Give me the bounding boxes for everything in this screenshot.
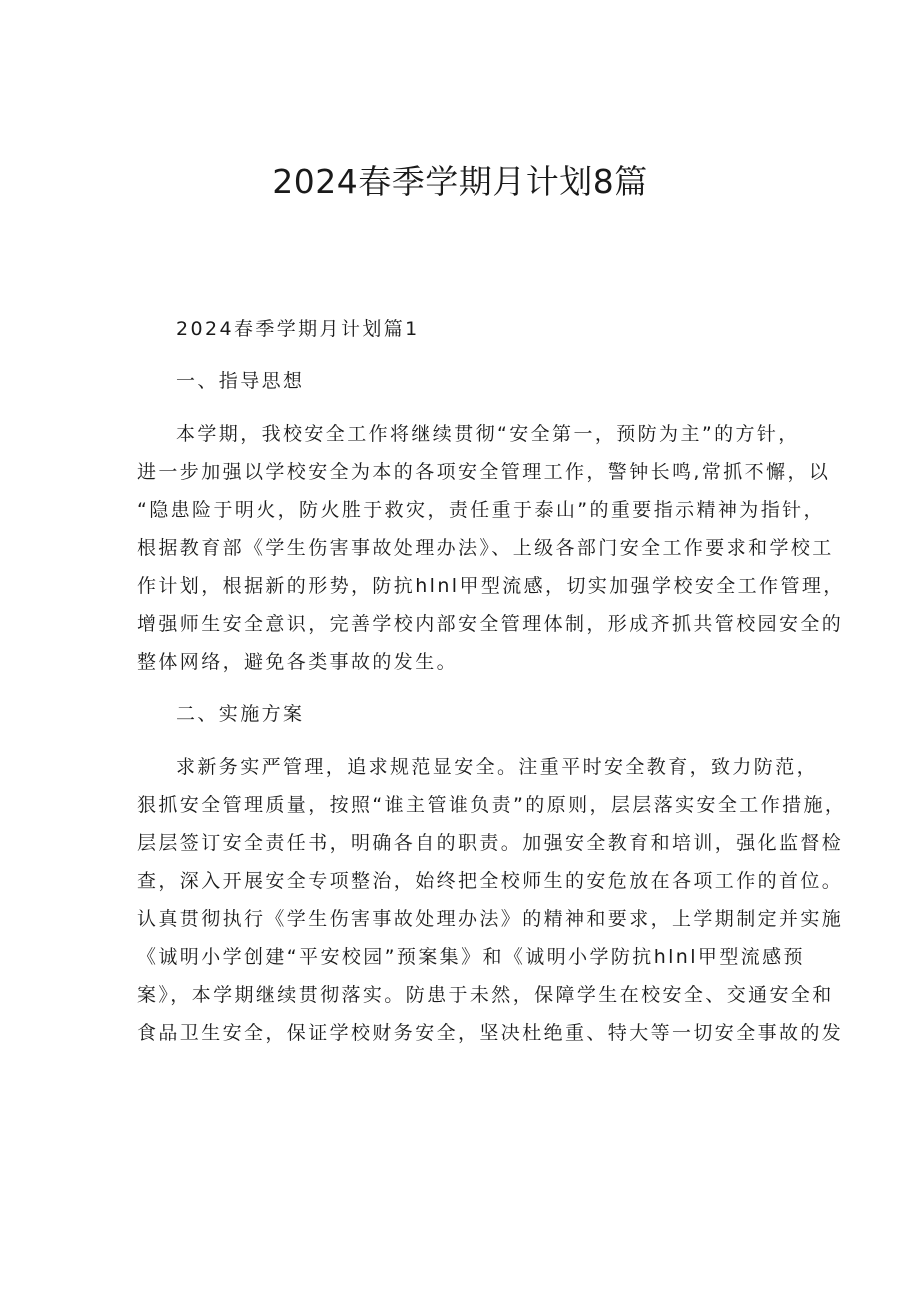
subtitle: 2024春季学期月计划篇1 xyxy=(176,318,420,340)
paragraph-line: 本学期，我校安全工作将继续贯彻“安全第一，预防为主”的方针， xyxy=(176,423,800,445)
paragraph-line: 狠抓安全管理质量，按照“谁主管谁负责”的原则，层层落实安全工作措施， xyxy=(137,794,847,816)
paragraph-line: 进一步加强以学校安全为本的各项安全管理工作，警钟长鸣,常抓不懈，以 xyxy=(137,461,831,483)
paragraph-line: 食品卫生安全，保证学校财务安全，坚决杜绝重、特大等一切安全事故的发 xyxy=(137,1022,844,1044)
paragraph-line: 根据教育部《学生伤害事故处理办法》、上级各部门安全工作要求和学校工 xyxy=(137,537,834,559)
section-heading-2: 二、实施方案 xyxy=(176,703,305,725)
paragraph-line: 案》，本学期继续贯彻落实。防患于未然，保障学生在校安全、交通安全和 xyxy=(137,984,834,1006)
paragraph-line: 增强师生安全意识，完善学校内部安全管理体制，形成齐抓共管校园安全的 xyxy=(137,613,844,635)
paragraph-line: 查，深入开展安全专项整治，始终把全校师生的安危放在各项工作的首位。 xyxy=(137,870,844,892)
section-2-paragraph xyxy=(137,748,847,1052)
paragraph-line: 求新务实严管理，追求规范显安全。注重平时安全教育，致力防范， xyxy=(176,756,819,778)
paragraph-line: 认真贯彻执行《学生伤害事故处理办法》的精神和要求，上学期制定并实施 xyxy=(137,908,844,930)
document-title: 2024春季学期月计划8篇 xyxy=(272,162,648,201)
paragraph-line: 层层签订安全责任书，明确各自的职责。加强安全教育和培训，强化监督检 xyxy=(137,832,844,854)
section-heading-1: 一、指导思想 xyxy=(176,370,305,392)
document-body xyxy=(137,310,847,1052)
paragraph-line: 作计划，根据新的形势，防抗hlnl甲型流感，切实加强学校安全工作管理， xyxy=(137,575,845,597)
section-1-paragraph xyxy=(137,415,845,681)
paragraph-line: 《诚明小学创建“平安校园”预案集》和《诚明小学防抗hlnl甲型流感预 xyxy=(137,946,805,968)
paragraph-line: 整体网络，避免各类事故的发生。 xyxy=(137,651,459,673)
paragraph-line: “隐患险于明火，防火胜于救灾，责任重于泰山”的重要指示精神为指针， xyxy=(137,499,825,521)
